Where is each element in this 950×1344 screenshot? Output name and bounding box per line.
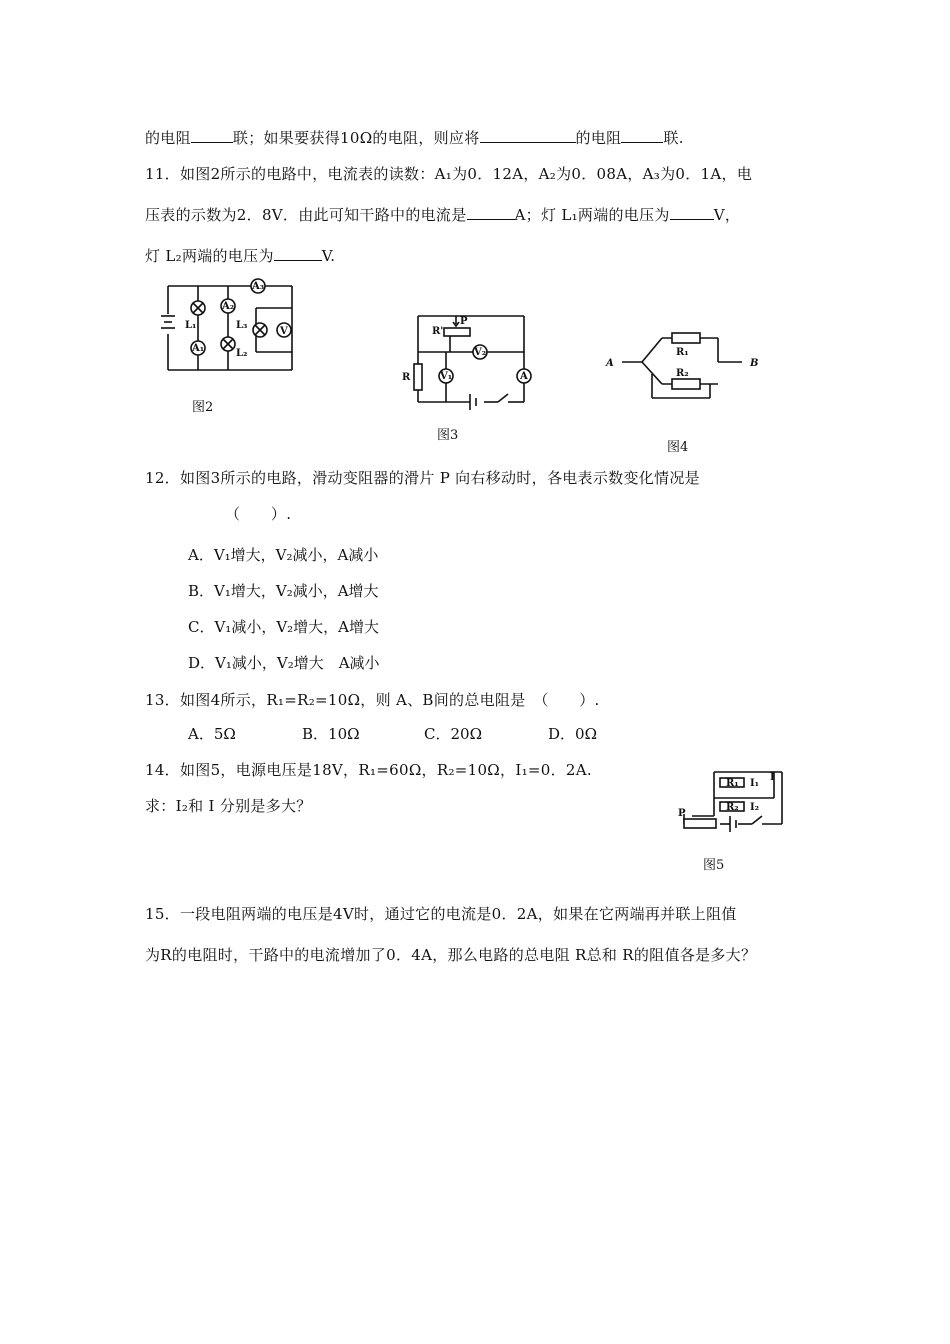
fig5-label-r1: R₁	[726, 778, 739, 789]
figure-5-caption: 图5	[703, 858, 725, 873]
q14-line-1: 14．如图5，电源电压是18V，R₁=60Ω，R₂=10Ω，I₁=0．2A.	[145, 761, 592, 779]
q12-option-c: C．V₁减小，V₂增大，A增大	[188, 618, 380, 636]
q11-line-1: 11．如图2所示的电路中，电流表的读数：A₁为0．12A，A₂为0．08A，A₃为0．1A，电	[145, 165, 753, 183]
fig5-label-i: I	[770, 772, 775, 783]
fig3-label-r: R	[402, 372, 411, 383]
q13-option-b: B．10Ω	[302, 725, 360, 743]
fig3-label-a: A	[520, 371, 528, 382]
fig2-label-l1: L₁	[185, 320, 197, 331]
q11-line-3: 灯 L₂两端的电压为 V.	[145, 247, 336, 265]
q12-line-2: （ ）.	[225, 505, 292, 523]
answer-blank	[274, 246, 322, 261]
q12-line-1: 12．如图3所示的电路，滑动变阻器的滑片 P 向右移动时，各电表示数变化情况是	[145, 469, 700, 487]
fig4-label-a: A	[606, 358, 614, 369]
figure-4-caption: 图4	[667, 440, 689, 455]
fig3-label-p: P	[460, 316, 468, 327]
q12-option-b: B．V₁增大，V₂减小，A增大	[188, 582, 379, 600]
fig3-label-v1: V₁	[440, 371, 453, 382]
q13-option-c: C．20Ω	[424, 725, 483, 743]
fig2-label-a2: A₂	[222, 301, 235, 312]
fig5-label-i2: I₂	[750, 802, 760, 813]
answer-blank	[480, 128, 576, 143]
figure-4-circuit	[602, 326, 768, 404]
fig3-label-v2: V₂	[474, 347, 487, 358]
q15-line-2: 为R的电阻时，干路中的电流增加了0．4A，那么电路的总电阻 R总和 R的阻值各是多大？	[145, 946, 757, 964]
answer-blank	[670, 205, 714, 220]
fig2-label-a3: A₃	[252, 281, 265, 292]
q10-tail-line: 的电阻 联；如果要获得10Ω的电阻，则应将 的电阻 联.	[145, 129, 684, 147]
figure-3-caption: 图3	[437, 428, 459, 443]
q13-option-d: D．0Ω	[548, 725, 598, 743]
fig2-label-v: V	[280, 326, 288, 337]
fig5-label-p: P	[678, 808, 686, 819]
fig4-label-r2: R₂	[676, 368, 689, 379]
q12-option-d: D．V₁减小，V₂增大 A减小	[188, 654, 380, 672]
answer-blank	[467, 205, 515, 220]
figure-2-caption: 图2	[192, 400, 214, 415]
q13-line-1: 13．如图4所示，R₁=R₂=10Ω，则 A、B间的总电阻是 （ ）.	[145, 691, 600, 709]
answer-blank	[191, 128, 233, 143]
answer-blank	[621, 128, 663, 143]
figure-2-circuit	[160, 278, 300, 376]
figure-3-circuit	[398, 310, 540, 410]
fig5-label-r2: R₂	[726, 802, 739, 813]
fig4-label-r1: R₁	[676, 347, 689, 358]
fig3-label-r-prime: R'	[432, 326, 444, 337]
q11-line-2: 压表的示数为2．8V．由此可知干路中的电流是 A；灯 L₁两端的电压为 V，	[145, 206, 741, 224]
q13-option-a: A．5Ω	[188, 725, 236, 743]
fig2-label-a1: A₁	[192, 343, 205, 354]
q14-line-2: 求：I₂和 I 分别是多大？	[145, 797, 312, 815]
fig2-label-l2: L₂	[236, 348, 248, 359]
q15-line-1: 15．一段电阻两端的电压是4V时，通过它的电流是0．2A，如果在它两端再并联上阻值	[145, 905, 737, 923]
fig4-label-b: B	[750, 358, 759, 369]
fig5-label-i1: I₁	[750, 778, 760, 789]
q12-option-a: A．V₁增大，V₂减小，A减小	[188, 546, 379, 564]
fig2-label-l3: L₃	[236, 320, 248, 331]
figure-5-circuit	[678, 766, 792, 838]
